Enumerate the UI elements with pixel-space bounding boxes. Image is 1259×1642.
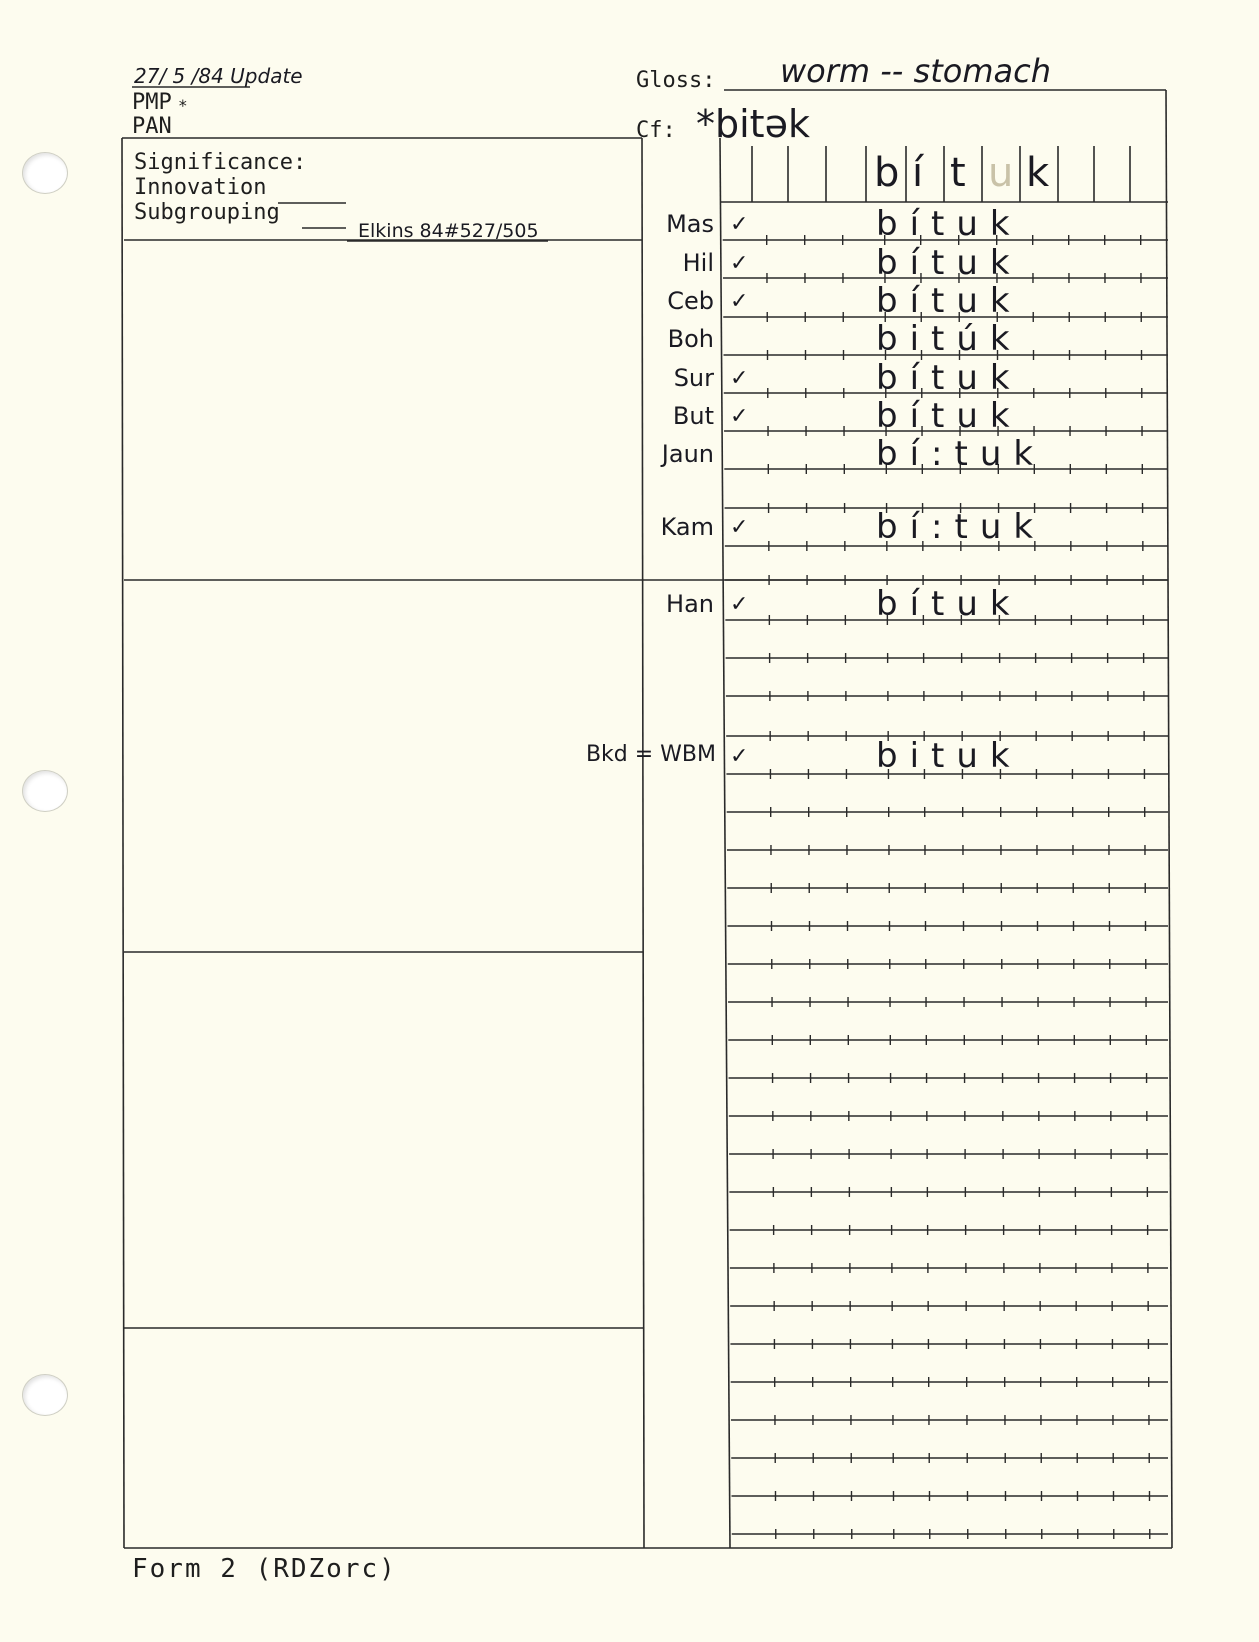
check-mark: ✓: [730, 515, 749, 540]
entry-language: Ceb: [667, 287, 714, 315]
entry-language: Kam: [660, 513, 714, 541]
reconstruction-segment: t: [950, 150, 966, 196]
entry-language: Sur: [673, 364, 714, 392]
entry-language: Mas: [666, 210, 714, 238]
check-mark: ✓: [730, 289, 749, 314]
entry-language: Jaun: [661, 440, 714, 468]
check-mark: ✓: [730, 251, 749, 276]
reconstruction-segment: k: [1026, 150, 1050, 196]
entry-language: Boh: [667, 325, 714, 353]
entry-form: bítuk: [876, 358, 1022, 398]
form-label: Form 2 (RDZorc): [132, 1554, 397, 1584]
subgrouping-label: Subgrouping: [134, 200, 280, 225]
entry-form: bítuk: [876, 204, 1022, 244]
check-mark: ✓: [730, 744, 749, 769]
entry-form: bí:tuk: [876, 434, 1046, 474]
entry-form: bítuk: [876, 584, 1022, 624]
check-mark: ✓: [730, 212, 749, 237]
entry-language: Han: [666, 590, 714, 618]
entry-form: bí:tuk: [876, 507, 1046, 547]
entry-form: bítuk: [876, 396, 1022, 436]
date-line: 27/ 5 /84 Update: [134, 64, 303, 88]
check-mark: ✓: [730, 404, 749, 429]
reference-note: Elkins 84#527/505: [358, 220, 539, 242]
entry-language: But: [672, 402, 714, 430]
reconstruction-segment: u: [988, 150, 1014, 196]
check-mark: ✓: [730, 366, 749, 391]
reconstruction-segment: b: [874, 150, 900, 196]
gloss-label: Gloss:: [636, 68, 716, 93]
cf-value: *bitək: [696, 102, 810, 146]
entry-language: Hil: [682, 249, 714, 277]
significance-title: Significance:: [134, 150, 307, 175]
entry-form: bítuk: [876, 281, 1022, 321]
entry-form: bítuk: [876, 243, 1022, 283]
check-mark: ✓: [730, 592, 749, 617]
entry-form: bitúk: [876, 319, 1022, 359]
pmp-label: PMP: [132, 90, 172, 115]
entry-form: bituk: [876, 736, 1022, 776]
reconstruction-segment: í: [912, 150, 924, 196]
gloss-value: worm -- stomach: [780, 52, 1051, 90]
cf-label: Cf:: [636, 118, 676, 143]
pmp-asterisk: *: [178, 96, 188, 115]
pan-label: PAN: [132, 114, 172, 139]
entry-language: Bkd = WBM: [585, 742, 716, 767]
innovation-label: Innovation: [134, 175, 267, 200]
